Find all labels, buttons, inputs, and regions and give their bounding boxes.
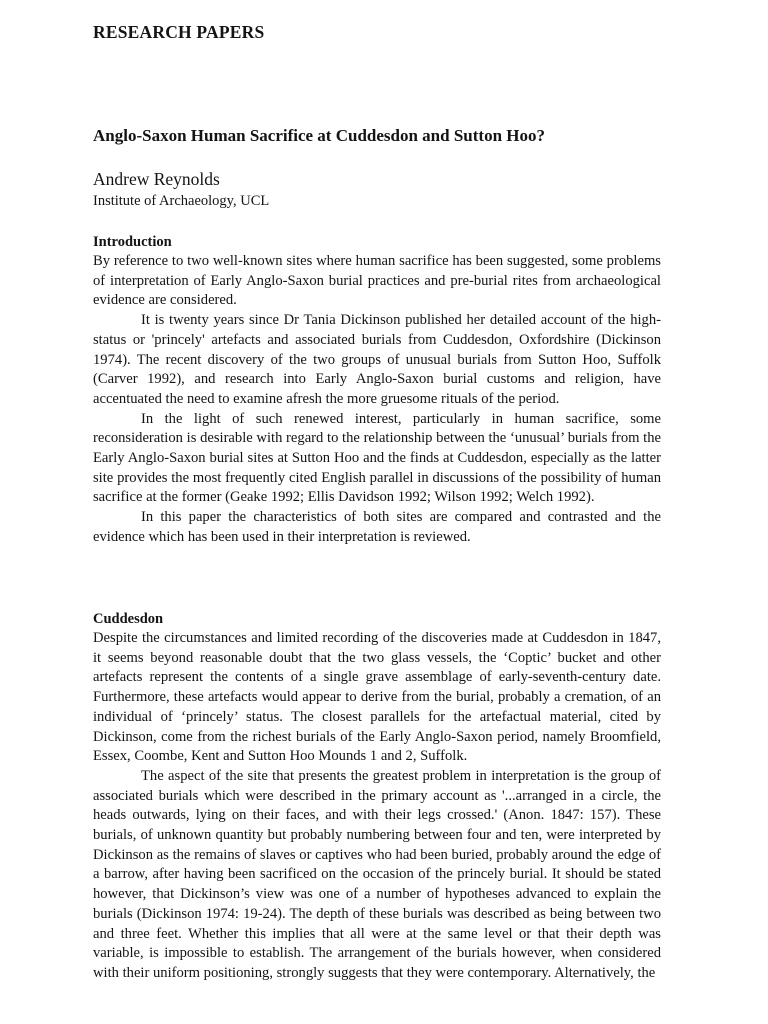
paragraph: The aspect of the site that presents the greatest problem in interpretation is the group of associated burials which were described in the primary account as '...arranged in a circle, the heads outwards, lying on their faces, and with their legs crossed.' (Anon. 1847: 157). These burials, of unknown quantity but probably numbering between four and ten, were interpreted by Dickinson as the remains of slaves or captives who had been buried, probably around the edge of a barrow, after having been sacrificed on the occasion of the princely burial. It should be stated however, that Dickinson’s view was one of a number of hypotheses advanced to explain the burials (Dickinson 1974: 19-24). The depth of these burials was described as being between two and three feet. Whether this implies that all were at the same level or that their depth was variable, is impossible to establish. The arrangement of the burials however, when considered with their uniform positioning, strongly suggests that they were contemporary. Alternatively, the [93, 767, 661, 981]
page [93, 20, 661, 981]
author-affiliation: Institute of Archaeology, UCL [93, 193, 270, 209]
paragraph: Despite the circumstances and limited recording of the discoveries made at Cuddesdon in 1847, it seems beyond reasonable doubt that the two glass vessels, the ‘Coptic’ bucket and other artefacts represent the contents of a single grave assemblage of early-seventh-century date. Furthermore, these artefacts would appear to derive from the burial, probably a cremation, of an individual of ‘princely’ status. The closest parallels for the artefactual material, cited by Dickinson, come from the richest burials of the Early Anglo-Saxon period, namely Broomfield, Essex, Coombe, Kent and Sutton Hoo Mounds 1 and 2, Suffolk. [93, 630, 661, 765]
running-head: RESEARCH PAPERS [93, 22, 265, 42]
paragraph: It is twenty years since Dr Tania Dickinson published her detailed account of the high-status or 'princely' artefacts and associated burials from Cuddesdon, Oxfordshire (Dickinson 1974). The recent discovery of the two groups of unusual burials from Sutton Hoo, Suffolk (Carver 1992), and research into Early Anglo-Saxon burial customs and religion, have accentuated the need to examine afresh the more gruesome rituals of the period. [93, 312, 661, 407]
section-heading: Introduction [93, 234, 172, 250]
section-heading: Cuddesdon [93, 611, 164, 627]
paragraph: By reference to two well-known sites where human sacrifice has been suggested, some problems of interpretation of Early Anglo-Saxon burial practices and pre-burial rites from archaeological evidence are considered. [93, 253, 661, 309]
paragraph: In this paper the characteristics of both sites are compared and contrasted and the evidence which has been used in their interpretation is reviewed. [93, 509, 661, 545]
section-cuddesdon [93, 610, 661, 984]
article-title: Anglo-Saxon Human Sacrifice at Cuddesdon and Sutton Hoo? [93, 126, 546, 145]
author-name: Andrew Reynolds [93, 169, 220, 189]
paragraph: In the light of such renewed interest, particularly in human sacrifice, some reconsideration is desirable with regard to the relationship between the ‘unusual’ burials from the Early Anglo-Saxon burial sites at Sutton Hoo and the finds at Cuddesdon, especially as the latter site provides the most frequently cited English parallel in discussions of the possibility of human sacrifice at the former (Geake 1992; Ellis Davidson 1992; Wilson 1992; Welch 1992). [93, 410, 661, 506]
section-introduction [93, 233, 661, 548]
